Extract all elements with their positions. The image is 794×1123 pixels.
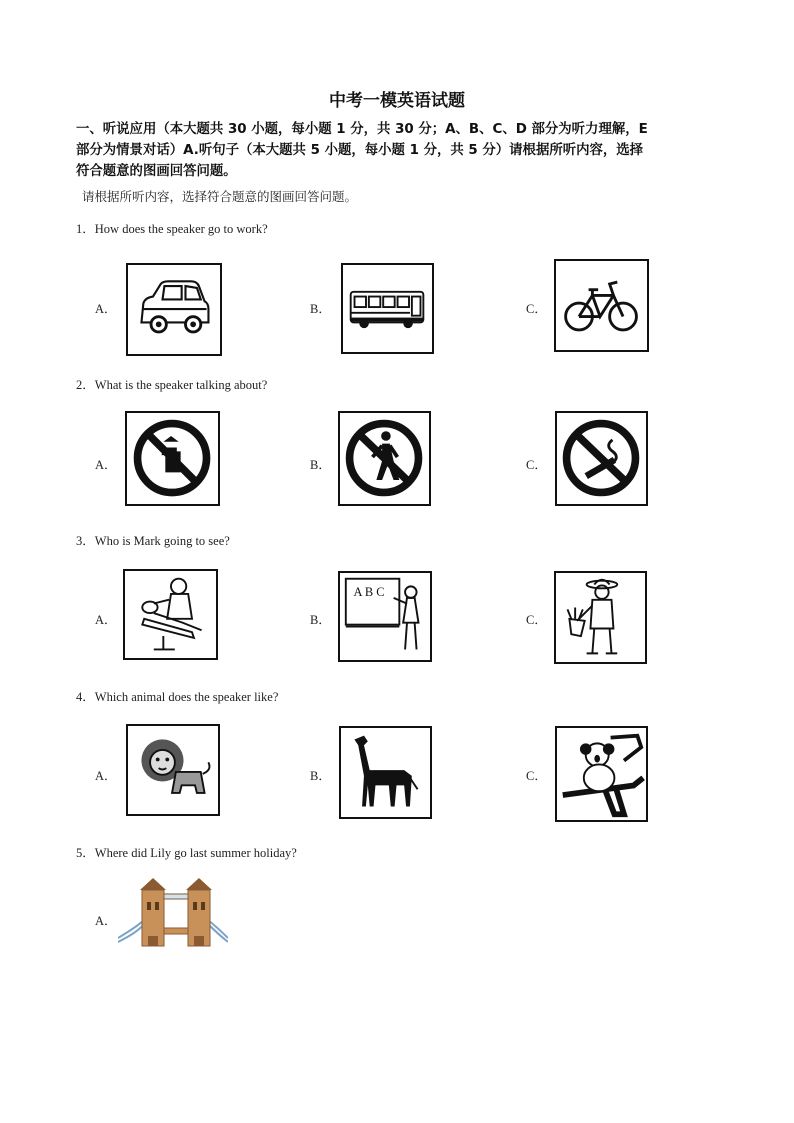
bus-icon[interactable] bbox=[341, 263, 434, 354]
section-line-1: 一、听说应用（本大题共 30 小题，每小题 1 分，共 30 分；A、B、C、D 部分为听力理解，E bbox=[76, 122, 648, 137]
question-text: How does the speaker go to work? bbox=[94, 222, 268, 236]
no-walking-sign-icon[interactable] bbox=[338, 411, 431, 506]
question-2 bbox=[76, 375, 267, 393]
question-text: Who is Mark going to see? bbox=[94, 534, 230, 548]
question-1 bbox=[76, 219, 268, 237]
page-title: 中考一模英语试题 bbox=[329, 91, 465, 111]
section-line-3: 符合题意的图画回答问题。 bbox=[76, 164, 237, 179]
question-number: 4． bbox=[76, 690, 95, 704]
farmer-icon[interactable] bbox=[554, 571, 647, 664]
option-label[interactable]: B． bbox=[310, 769, 331, 783]
option-label[interactable]: A． bbox=[95, 302, 117, 316]
option-label[interactable]: B． bbox=[310, 458, 331, 472]
car-icon[interactable] bbox=[126, 263, 222, 356]
section-heading bbox=[76, 119, 748, 182]
teacher-icon[interactable] bbox=[338, 571, 432, 662]
option-label[interactable]: A． bbox=[95, 769, 117, 783]
question-5 bbox=[76, 843, 297, 861]
option-label[interactable]: C． bbox=[526, 613, 547, 627]
question-number: 1． bbox=[76, 222, 95, 236]
question-text: Where did Lily go last summer holiday? bbox=[94, 846, 297, 860]
instruction-text: 请根据所听内容，选择符合题意的图画回答问题。 bbox=[82, 189, 358, 204]
option-label[interactable]: C． bbox=[526, 302, 547, 316]
section-line-2: 部分为情景对话）A.听句子（本大题共 5 小题，每小题 1 分，共 5 分）请根据所听内容，选择 bbox=[76, 143, 644, 158]
no-littering-sign-icon[interactable] bbox=[125, 411, 220, 506]
tower-bridge-icon[interactable] bbox=[118, 876, 228, 956]
option-label[interactable]: B． bbox=[310, 302, 331, 316]
lion-icon[interactable] bbox=[126, 724, 220, 816]
question-text: What is the speaker talking about? bbox=[94, 378, 268, 392]
question-4 bbox=[76, 687, 278, 705]
option-label[interactable]: A． bbox=[95, 613, 117, 627]
question-text: Which animal does the speaker like? bbox=[94, 690, 279, 704]
svg-text:A B C: A B C bbox=[353, 584, 385, 599]
question-3 bbox=[76, 531, 230, 549]
no-smoking-sign-icon[interactable] bbox=[555, 411, 648, 506]
option-label[interactable]: B． bbox=[310, 613, 331, 627]
option-label[interactable]: A． bbox=[95, 458, 117, 472]
option-label[interactable]: A． bbox=[95, 914, 117, 928]
giraffe-icon[interactable] bbox=[339, 726, 432, 819]
option-label[interactable]: C． bbox=[526, 769, 547, 783]
option-label[interactable]: C． bbox=[526, 458, 547, 472]
koala-icon[interactable] bbox=[555, 726, 648, 822]
bicycle-icon[interactable] bbox=[554, 259, 649, 352]
question-number: 5． bbox=[76, 846, 95, 860]
question-number: 3． bbox=[76, 534, 95, 548]
question-number: 2． bbox=[76, 378, 95, 392]
dentist-icon[interactable] bbox=[123, 569, 218, 660]
